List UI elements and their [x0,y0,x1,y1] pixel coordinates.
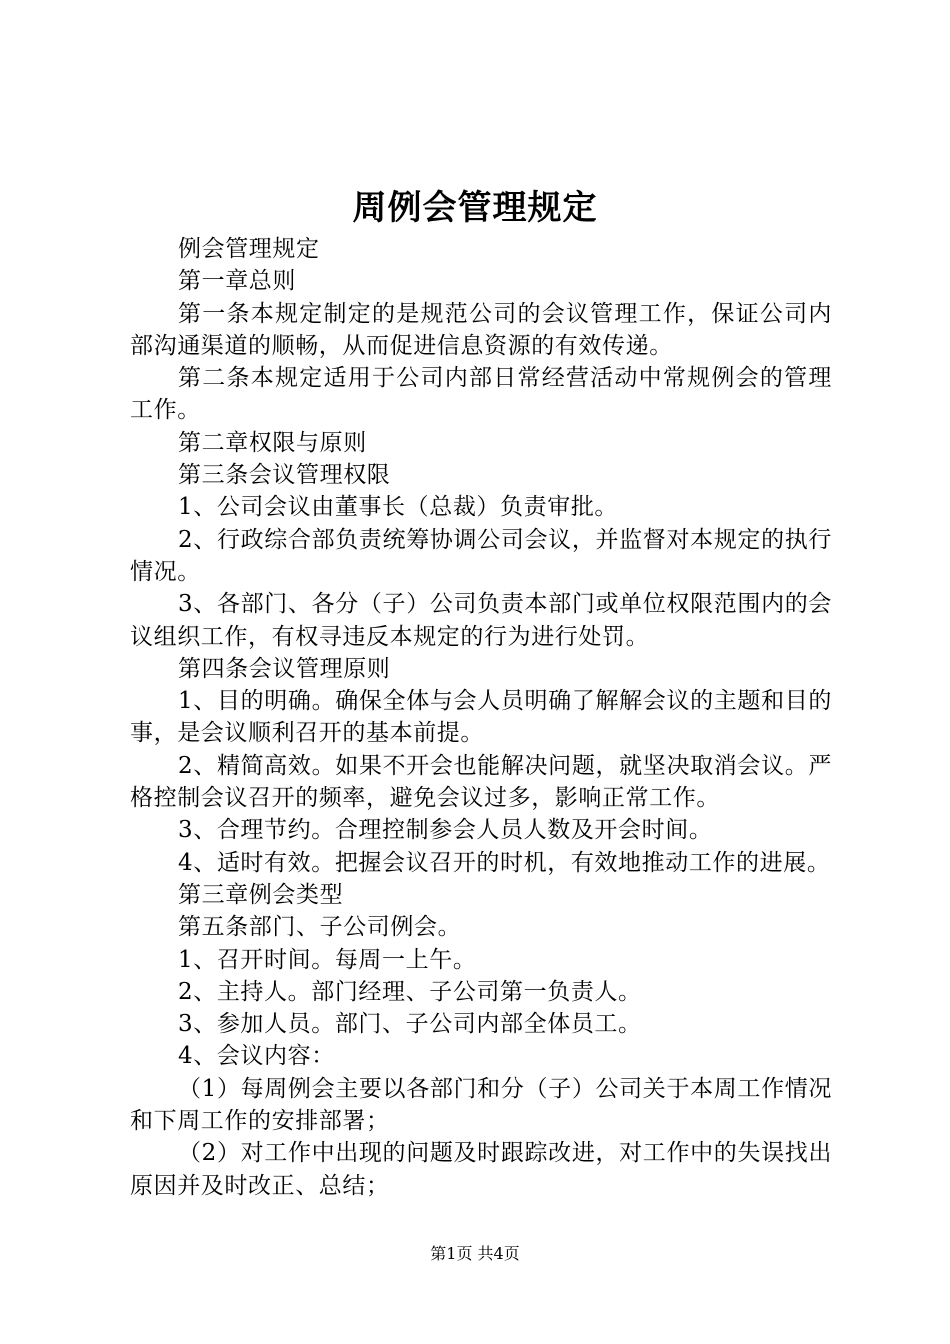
paragraph-subtitle: 例会管理规定 [178,236,320,262]
paragraph: （1）每周例会主要以各部门和分（子）公司关于本周工作情况和下周工作的安排部署； [130,1075,832,1135]
paragraph: （2）对工作中出现的问题及时跟踪改进，对工作中的失误找出原因并及时改正、总结； [130,1140,832,1199]
paragraph: 1、公司会议由董事长（总裁）负责审批。 [178,494,619,521]
article-heading: 第三条会议管理权限 [178,462,391,489]
paragraph: 第一条本规定制定的是规范公司的会议管理工作，保证公司内部沟通渠道的顺畅，从而促进信息资源的有效传递。 [130,300,832,359]
article-heading: 第四条会议管理原则 [178,655,391,682]
document-title: 周例会管理规定 [352,188,598,228]
article-heading: 第五条部门、子公司例会。 [178,914,462,941]
paragraph: 3、合理节约。合理控制参会人员人数及开会时间。 [178,817,713,844]
paragraph: 3、各部门、各分（子）公司负责本部门或单位权限范围内的会议组织工作，有权寻违反本规定的行为进行处罚。 [130,591,832,650]
paragraph: 3、参加人员。部门、子公司内部全体员工。 [178,1011,642,1038]
chapter-heading: 第三章例会类型 [178,881,344,908]
chapter-heading: 第一章总则 [178,268,296,295]
paragraph: 2、主持人。部门经理、子公司第一负责人。 [178,978,642,1005]
paragraph: 4、会议内容： [178,1043,335,1070]
paragraph: 2、行政综合部负责统筹协调公司会议，并监督对本规定的执行情况。 [130,526,832,585]
chapter-heading: 第二章权限与原则 [178,429,367,456]
paragraph: 第二条本规定适用于公司内部日常经营活动中常规例会的管理工作。 [130,365,832,424]
document-body [130,233,832,1202]
paragraph: 1、目的明确。确保全体与会人员明确了解解会议的主题和目的事，是会议顺利召开的基本前提。 [130,688,832,747]
paragraph: 1、召开时间。每周一上午。 [178,946,477,973]
page-number-footer: 第1页 共4页 [430,1244,520,1263]
paragraph: 4、适时有效。把握会议召开的时机，有效地推动工作的进展。 [178,849,831,876]
paragraph: 2、精简高效。如果不开会也能解决问题，就坚决取消会议。严格控制会议召开的频率，避免会议过多，影响正常工作。 [130,752,832,812]
